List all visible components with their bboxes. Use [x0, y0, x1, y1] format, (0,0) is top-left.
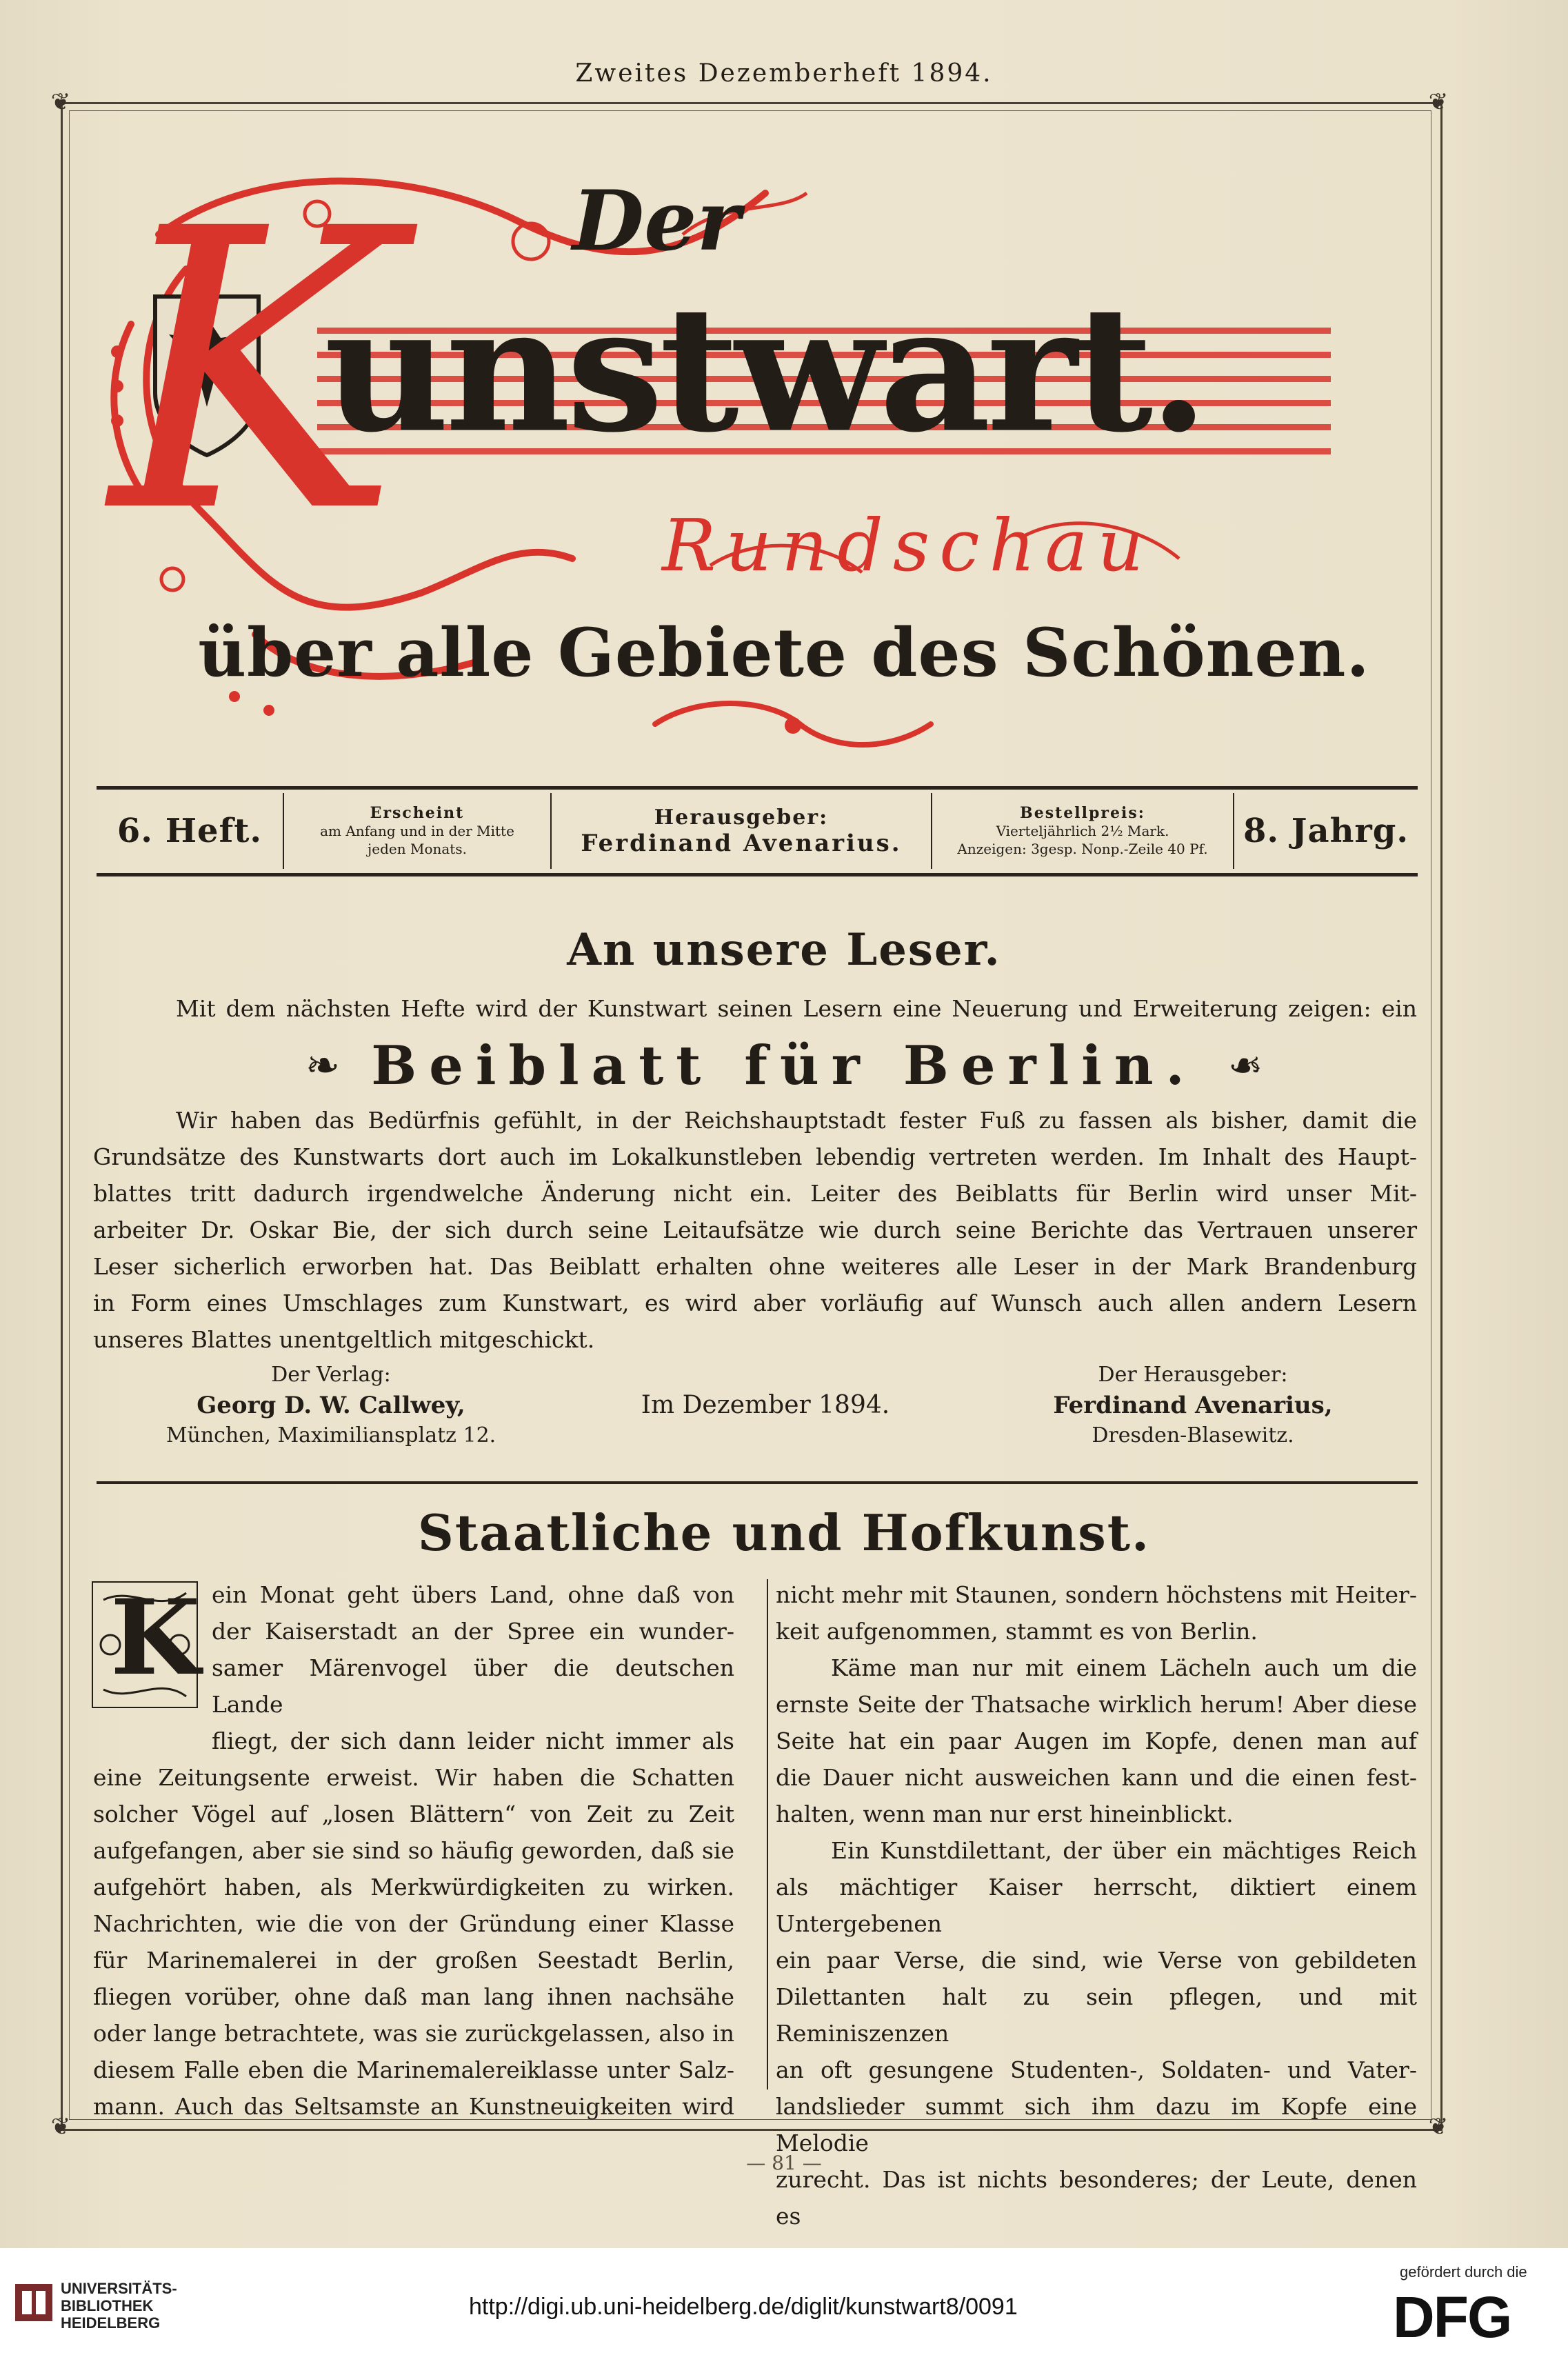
notice-line: unseres Blattes unentgeltlich mitgeschickt. [93, 1326, 595, 1353]
verlag-address: München, Maximiliansplatz 12. [165, 1423, 496, 1447]
bestellpreis-label: Bestellpreis: [1020, 804, 1145, 822]
article-line: nicht mehr mit Staunen, sondern höchstens mit Heiter- [776, 1581, 1417, 1608]
ornament-left-icon: ❧ [305, 1041, 341, 1090]
beiblatt-title: Beiblatt für Berlin. [371, 1034, 1197, 1097]
column-separator [767, 1579, 768, 2090]
corner-ornament-icon: ❦ [50, 88, 71, 116]
section-rule [97, 1481, 1418, 1484]
verlag-label: Der Verlag: [271, 1363, 391, 1387]
ornament-right-icon: ❧ [1227, 1041, 1263, 1090]
notice-heading: An unsere Leser. [567, 924, 1001, 976]
article-line: halten, wenn man nur erst hineinblickt. [776, 1801, 1234, 1827]
verlag-name: Georg D. W. Callwey, [197, 1392, 465, 1419]
article-line: ein Monat geht übers Land, ohne daß von [212, 1581, 734, 1608]
article-line: samer Märenvogel über die deutschen Lande [212, 1654, 734, 1718]
herausgeber-label: Herausgeber: [654, 805, 829, 830]
erscheint-text: am Anfang und in der Mitte jeden Monats. [320, 823, 514, 857]
header-erscheint [284, 793, 550, 869]
article-line: solcher Vögel auf „losen Blättern“ von Zeit zu Zeit [93, 1801, 734, 1827]
article-line: für Marinemalerei in der großen Seestadt Berlin, [93, 1947, 734, 1974]
library-line3: HEIDELBERG [61, 2314, 161, 2332]
article-line: die Dauer nicht ausweichen kann und die einen fest- [776, 1764, 1417, 1791]
notice-line: Grundsätze des Kunstwarts dort auch im Lokalkunstleben lebendig vertreten werden. Im Inhalt des Haupt- [93, 1143, 1417, 1170]
article-right-column [776, 1576, 1417, 2234]
notice-date: Im Dezember 1894. [641, 1391, 890, 1419]
article-line: der Kaiserstadt an der Spree ein wunder- [212, 1618, 734, 1645]
hrsg-name: Ferdinand Avenarius, [1053, 1392, 1333, 1419]
jahrgang: 8. Jahrg. [1243, 812, 1409, 850]
issue-line: Zweites Dezemberheft 1894. [575, 59, 993, 88]
hrsg-address: Dresden-Blasewitz. [1092, 1423, 1294, 1447]
erscheint-label: Erscheint [370, 804, 465, 822]
article-line: Nachrichten, wie die von der Gründung einer Klasse [93, 1910, 734, 1937]
funded-by: gefördert durch die [1400, 2263, 1527, 2281]
article-line: fliegt, der sich dann leider nicht immer als [212, 1727, 734, 1754]
digitization-footer [0, 2248, 1568, 2355]
article-line: eine Zeitungsente erweist. Wir haben die Schatten [93, 1764, 734, 1791]
dfg-logo: DFG [1393, 2285, 1511, 2349]
article-line: aufgefangen, aber sie sind so häufig geworden, daß sie [93, 1837, 734, 1864]
beiblatt-line [0, 1034, 1568, 1097]
article-heading: Staatliche und Hofkunst. [417, 1503, 1151, 1562]
masthead-title: unstwart. [324, 268, 1205, 470]
article-line: diesem Falle eben die Marinemalereiklasse unter Salz- [93, 2056, 734, 2083]
article-line: landslieder summt sich ihm dazu im Kopfe eine Melodie [776, 2093, 1417, 2156]
header-jahrgang [1234, 793, 1418, 869]
corner-ornament-icon: ❦ [50, 2113, 71, 2141]
notice-intro: Mit dem nächsten Hefte wird der Kunstwart seinen Lesern eine Neuerung und Erweiterung zeigen: ein [176, 995, 1417, 1022]
article-line: aufgehört haben, als Merkwürdigkeiten zu wirken. [93, 1874, 734, 1901]
article-line: Dilettanten halt zu sein pflegen, und mit Reminiszenzen [776, 1983, 1417, 2047]
library-name [61, 2280, 177, 2332]
article-line: keit aufgenommen, stammt es von Berlin. [776, 1618, 1258, 1645]
notice-body [93, 1102, 1417, 1358]
article-line: mann. Auch das Seltsamste an Kunstneuigkeiten wird [93, 2093, 734, 2120]
article-line: oder lange betrachtete, was sie zurückgelassen, also in [93, 2020, 734, 2047]
article-line: ein paar Verse, die sind, wie Verse von gebildeten [776, 1947, 1417, 1974]
notice-line: blattes tritt dadurch irgendwelche Änderung nicht ein. Leiter des Beiblatts für Berlin wird unser Mit- [93, 1180, 1417, 1207]
hrsg-label: Der Herausgeber: [1098, 1363, 1288, 1387]
verlag-signature [138, 1360, 524, 1451]
article-line: an oft gesungene Studenten-, Soldaten- und Vater- [776, 2056, 1417, 2083]
bestellpreis-line2: Anzeigen: 3gesp. Nonp.-Zeile 40 Pf. [957, 841, 1208, 857]
header-herausgeber [552, 793, 931, 869]
bestellpreis-line1: Vierteljährlich 2½ Mark. [996, 823, 1169, 839]
corner-ornament-icon: ❦ [1428, 2113, 1449, 2141]
masthead-rundschau: Rundschau [662, 503, 1154, 588]
article-line: zurecht. Das ist nichts besonderes; der Leute, denen es [776, 2166, 1417, 2229]
source-url[interactable]: http://digi.ub.uni-heidelberg.de/diglit/kunstwart8/0091 [469, 2294, 1018, 2320]
dropcap-letter: K [110, 1577, 201, 1698]
masthead-subtitle: über alle Gebiete des Schönen. [198, 614, 1370, 692]
notice-line: Wir haben das Bedürfnis gefühlt, in der Reichshauptstadt fester Fuß zu fassen als bisher, damit die [176, 1107, 1417, 1134]
masthead-initial: K [110, 148, 399, 597]
header-rule-bottom [97, 873, 1418, 876]
notice-line: arbeiter Dr. Oskar Bie, der sich durch seine Leitaufsätze wie durch seine Berichte das Vertrauen unserer [93, 1216, 1417, 1243]
article-line: als mächtiger Kaiser herrscht, diktiert einem Untergebenen [776, 1874, 1417, 1937]
library-logo-icon [15, 2284, 52, 2321]
corner-ornament-icon: ❦ [1428, 88, 1449, 116]
notice-line: in Form eines Umschlages zum Kunstwart, es wird aber vorläufig auf Wunsch auch allen andern Lesern [93, 1290, 1417, 1316]
page-number: — 81 — [746, 2152, 822, 2174]
header-heft [97, 793, 283, 869]
article-line: Käme man nur mit einem Lächeln auch um die [831, 1654, 1417, 1681]
header-rule-top [97, 786, 1418, 790]
herausgeber-name: Ferdinand Avenarius. [581, 829, 902, 857]
article-left-column [93, 1576, 734, 2125]
masthead-der: Der [572, 172, 741, 270]
notice-line: Leser sicherlich erworben hat. Das Beiblatt erhalten ohne weiteres alle Leser in der Mark Brandenburg [93, 1253, 1417, 1280]
heft-number: 6. Heft. [117, 812, 263, 850]
article-line: fliegen vorüber, ohne daß man lang ihnen nachsähe [93, 1983, 734, 2010]
library-line2: BIBLIOTHEK [61, 2297, 154, 2314]
article-line: Ein Kunstdilettant, der über ein mächtiges Reich [831, 1837, 1417, 1864]
header-bestellpreis [932, 793, 1233, 869]
library-line1: UNIVERSITÄTS- [61, 2280, 177, 2297]
herausgeber-signature [1000, 1360, 1386, 1451]
article-line: ernste Seite der Thatsache wirklich herum! Aber diese [776, 1691, 1417, 1718]
article-line: Seite hat ein paar Augen im Kopfe, denen man auf [776, 1727, 1417, 1754]
